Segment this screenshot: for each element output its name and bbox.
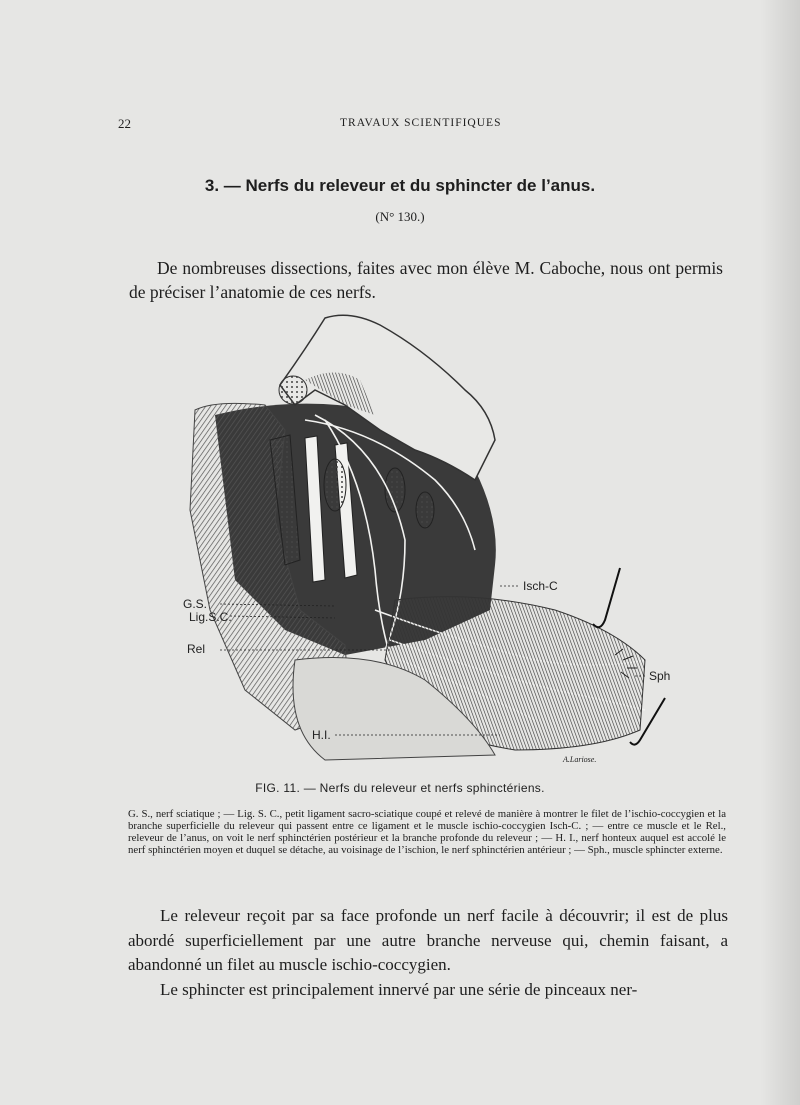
body-paragraph-1: Le releveur reçoit par sa face profonde un nerf facile à découvrir; il est de plus abordé superficiellement par une autre branche nerveuse qui, chemin faisant, a abandonné un filet au muscle ischio-coccygien.: [128, 906, 728, 974]
label-isch-c: Isch-C: [523, 579, 558, 593]
body-text: [128, 904, 728, 1002]
retractor-hook-upper: [593, 568, 620, 627]
section-reference: (N° 130.): [375, 209, 425, 224]
page-number: 22: [118, 116, 131, 131]
section-title: 3. — Nerfs du releveur et du sphincter de l’anus.: [204, 176, 596, 195]
body-paragraph-2: Le sphincter est principalement innervé par une série de pinceaux ner-: [160, 979, 638, 999]
label-gs: G.S.: [183, 597, 208, 611]
label-sph: Sph: [649, 669, 671, 683]
figure-caption: FIG. 11. — Nerfs du releveur et nerfs sphinctériens.: [255, 781, 545, 795]
intro-paragraph: De nombreuses dissections, faites avec mon élève M. Caboche, nous ont permis de préciser l’anatomie de ces nerfs.: [129, 258, 723, 302]
label-rel: Rel: [187, 642, 206, 656]
figure-legend: G. S., nerf sciatique ; — Lig. S. C., petit ligament sacro-sciatique coupé et relevé de manière à montrer le filet de l’ischio-coccygien et la branche superficielle du releveur qui passent entre ce ligament et le muscle ischio-coccygien Isch-C. ; — entre ce muscle et le Rel., releveur de l’anus, on voit le nerf sphinctérien postérieur et la branche profonde du releveur ; — H. I., nerf honteux auquel est accolé le nerf sphinctérien moyen et duquel se détache, au voisinage de l’ischion, le nerf sphinctérien antérieur ; — Sph., muscle sphincter externe.: [128, 808, 726, 856]
running-head: [0, 116, 800, 136]
figure-illustration: [175, 310, 705, 775]
label-lig-sc: Lig.S.C.: [189, 610, 232, 624]
artist-signature: A.Lariose.: [563, 755, 597, 764]
page-edge-shadow: [760, 0, 800, 1105]
running-title: TRAVAUX SCIENTIFIQUES: [340, 117, 502, 129]
anatomical-figure: [175, 310, 705, 775]
label-hi: H.I.: [312, 728, 331, 742]
